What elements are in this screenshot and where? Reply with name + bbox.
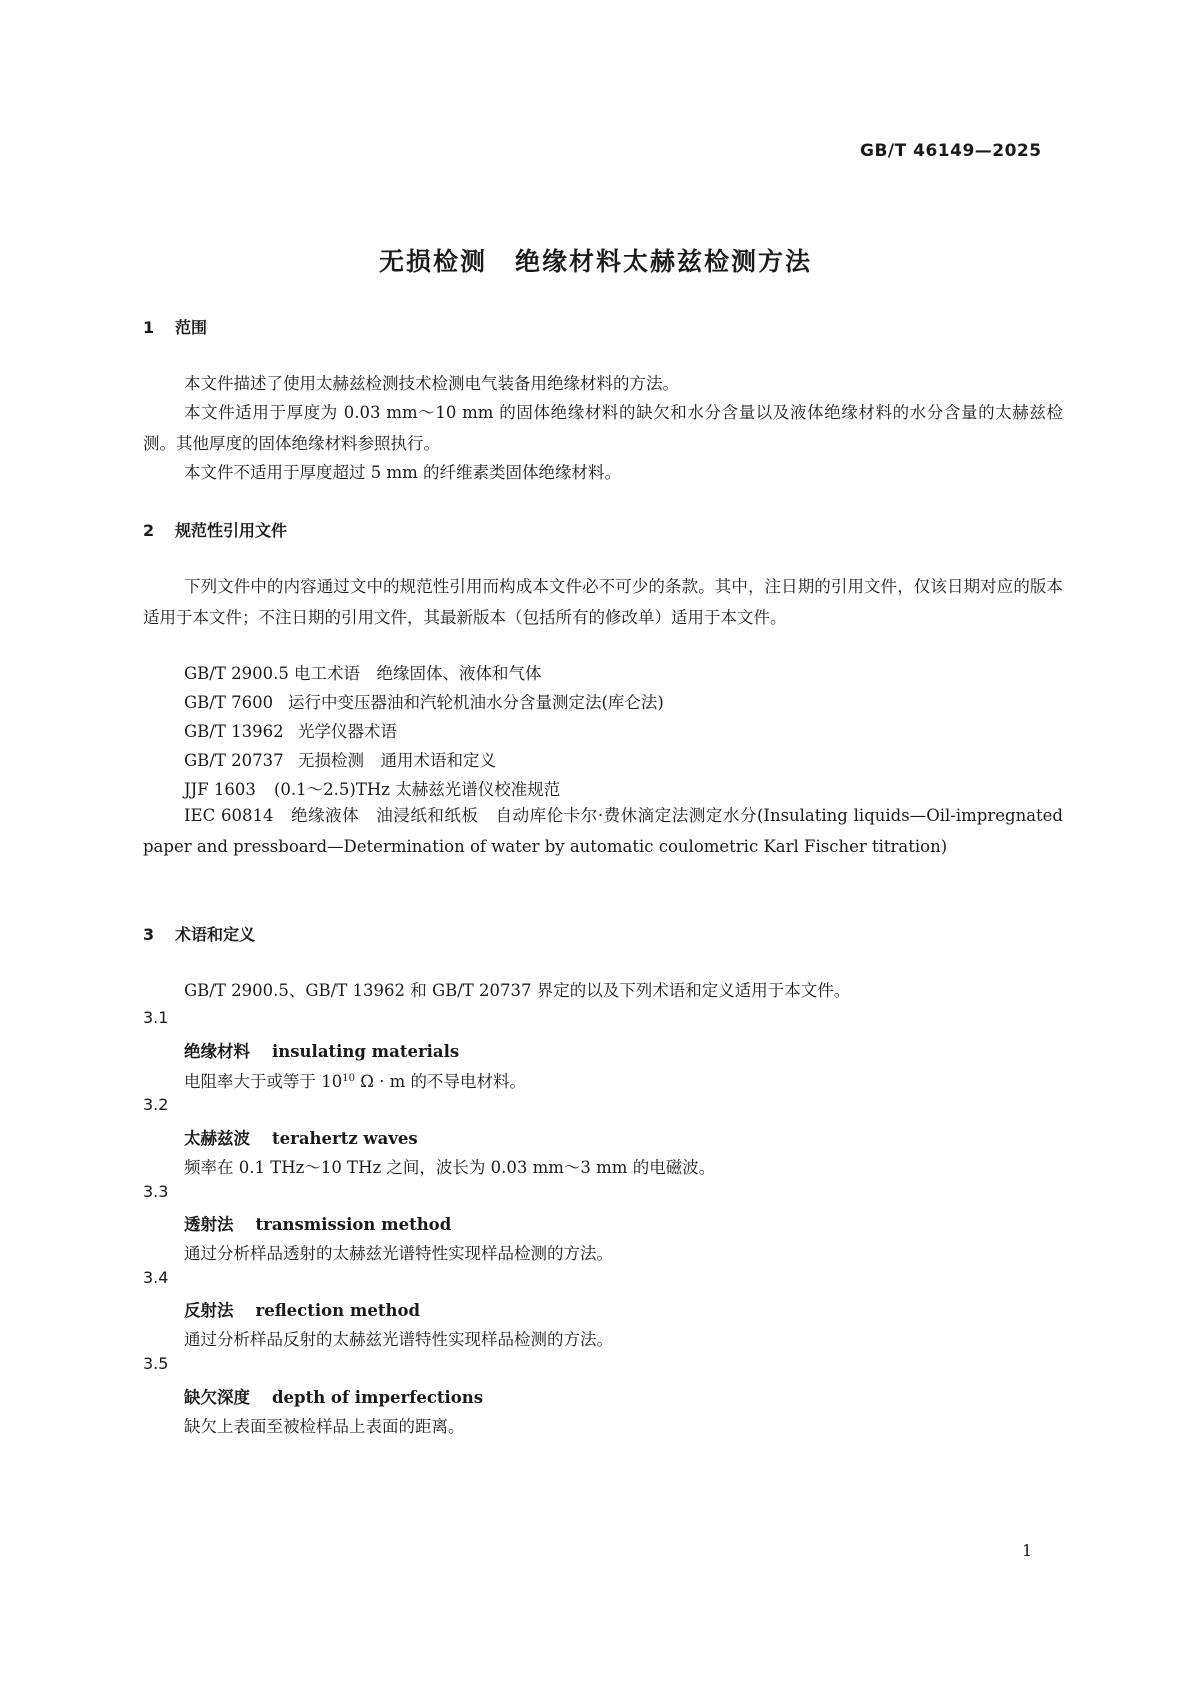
term-en: insulating materials [272,1042,460,1061]
reference-item [184,718,397,742]
reference-code: GB/T 20737 [184,751,284,770]
title-part-1: 无损检测 [378,247,487,276]
reference-item [184,660,542,684]
standard-code: GB/T 46149—2025 [860,141,1042,161]
term-name [184,1297,420,1321]
term-definition: 通过分析样品反射的太赫兹光谱特性实现样品检测的方法。 [184,1330,613,1349]
term-number: 3.3 [143,1182,169,1201]
term-number: 3.1 [143,1008,169,1027]
section-number: 3 [143,925,155,944]
term-zh: 透射法 [184,1215,234,1234]
term-number: 3.2 [143,1095,169,1114]
reference-code: GB/T 2900.5 [184,664,289,683]
reference-title: 光学仪器术语 [298,722,397,741]
term-zh: 太赫兹波 [184,1129,250,1148]
section-2-heading [143,518,287,541]
exponent: 10 [342,1073,355,1084]
reference-iec: IEC 60814 绝缘液体 油浸纸和纸板 自动库伦卡尔·费休滴定法测定水分(Insulating liquids—Oil-impregnated paper and pressboard—Determination of water by automatic coulometric Karl Fischer titration) [143,806,1063,856]
term-name [184,1211,451,1235]
term-zh: 绝缘材料 [184,1042,250,1061]
scope-paragraph-3: 本文件不适用于厚度超过 5 mm 的纤维素类固体绝缘材料。 [184,463,622,482]
reference-item [184,689,664,713]
reference-title: 运行中变压器油和汽轮机油水分含量测定法(库仑法) [288,693,664,712]
section-3-heading [143,922,255,945]
title-part-2: 绝缘材料太赫兹检测方法 [515,247,813,276]
terms-intro: GB/T 2900.5、GB/T 13962 和 GB/T 20737 界定的以及下列术语和定义适用于本文件。 [184,981,851,1000]
reference-title: 无损检测 通用术语和定义 [298,751,496,770]
term-definition: 电阻率大于或等于 $10^{10}$ Ω · m 的不导电材料。 [184,1072,527,1091]
scope-paragraph-1: 本文件描述了使用太赫兹检测技术检测电气装备用绝缘材料的方法。 [184,374,679,393]
term-en: transmission method [255,1215,452,1234]
term-name [184,1384,483,1408]
section-number: 1 [143,318,155,337]
reference-item [184,747,496,771]
term-number: 3.4 [143,1268,169,1287]
reference-code: GB/T 13962 [184,722,284,741]
section-number: 2 [143,521,155,540]
term-en: terahertz waves [272,1129,418,1148]
term-definition: 通过分析样品透射的太赫兹光谱特性实现样品检测的方法。 [184,1244,613,1263]
term-en: depth of imperfections [272,1388,484,1407]
scope-paragraph-2: 本文件适用于厚度为 0.03 mm～10 mm 的固体绝缘材料的缺欠和水分含量以及液体绝缘材料的水分含量的太赫兹检测。其他厚度的固体绝缘材料参照执行。 [143,403,1063,453]
term-definition: 频率在 0.1 THz～10 THz 之间，波长为 0.03 mm～3 mm 的电磁波。 [184,1158,716,1177]
page-number: 1 [1022,1541,1033,1560]
term-definition: 缺欠上表面至被检样品上表面的距离。 [184,1417,465,1436]
term-zh: 反射法 [184,1301,234,1320]
term-name [184,1038,459,1062]
section-title: 术语和定义 [175,925,256,944]
section-title: 规范性引用文件 [175,521,288,540]
reference-title: 电工术语 绝缘固体、液体和气体 [294,664,542,683]
term-zh: 缺欠深度 [184,1388,250,1407]
section-1-heading [143,315,207,338]
document-title [0,242,1191,278]
reference-code: JJF 1603 [184,780,256,799]
reference-item [184,776,560,800]
reference-title: (0.1～2.5)THz 太赫兹光谱仪校准规范 [274,780,561,799]
term-number: 3.5 [143,1354,169,1373]
normative-references-intro: 下列文件中的内容通过文中的规范性引用而构成本文件必不可少的条款。其中，注日期的引用文件，仅该日期对应的版本适用于本文件；不注日期的引用文件，其最新版本（包括所有的修改单）适用于本文件。 [143,577,1063,627]
section-title: 范围 [175,318,208,337]
reference-code: GB/T 7600 [184,693,274,712]
term-en: reflection method [255,1301,420,1320]
term-name [184,1125,418,1149]
